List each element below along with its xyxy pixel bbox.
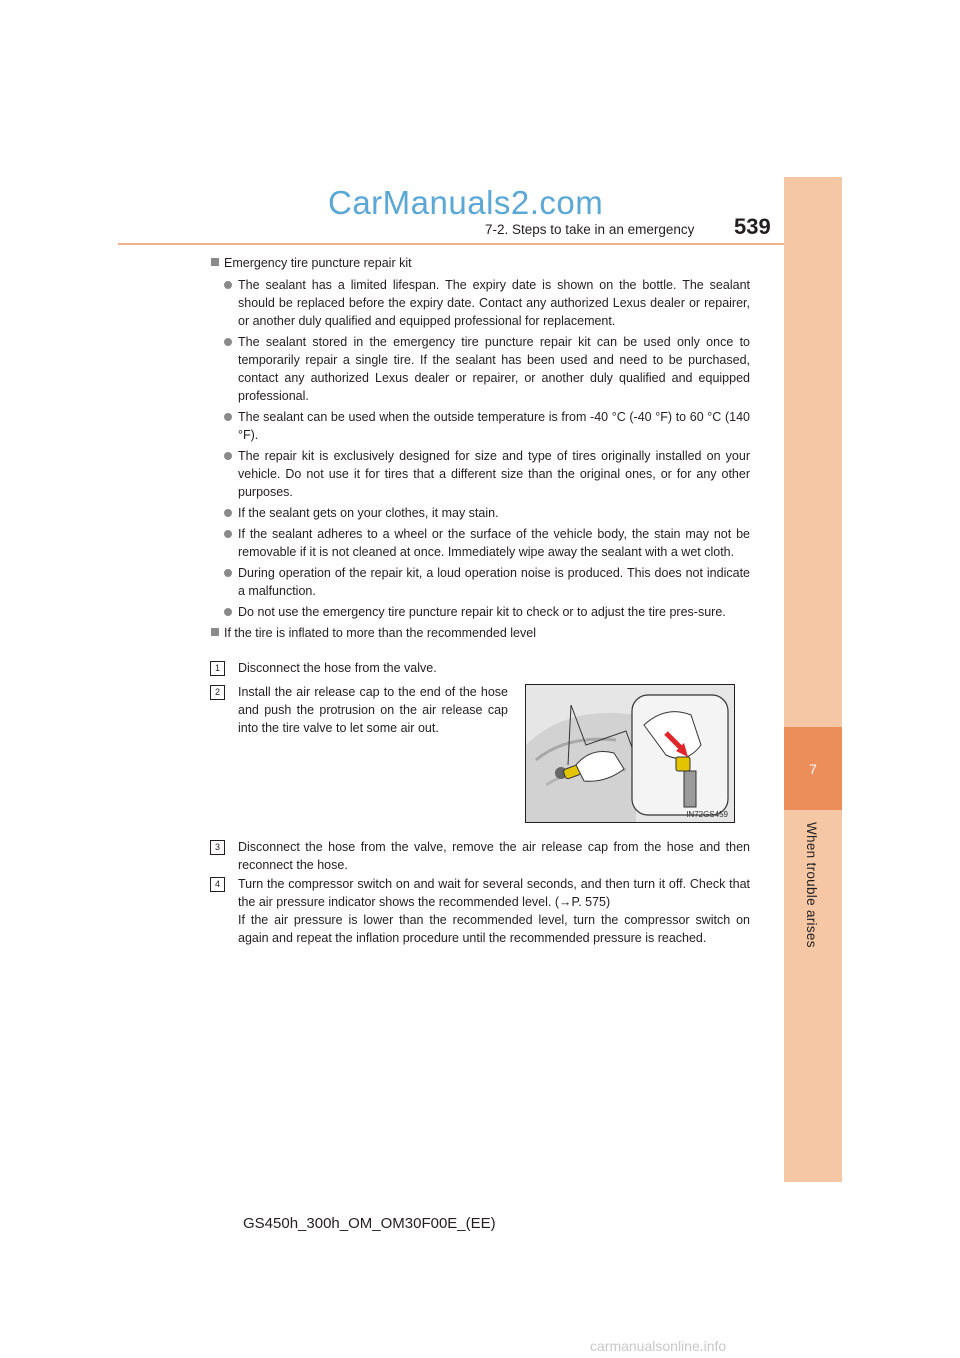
side-chapter-tab bbox=[784, 177, 842, 1182]
step-4 bbox=[210, 875, 750, 947]
air-release-cap-illustration bbox=[525, 684, 735, 823]
circle-bullet-icon bbox=[224, 509, 232, 517]
list-item bbox=[210, 447, 750, 501]
section-heading-repair-kit bbox=[210, 254, 750, 272]
list-item-text: If the sealant adheres to a wheel or the surface of the vehicle body, the stain may not be removable if it is not cleaned at once. Immediately wipe away the sealant with a wet cloth. bbox=[238, 527, 750, 559]
step-text: Disconnect the hose from the valve, remove the air release cap from the hose and then reconnect the hose. bbox=[238, 840, 750, 872]
circle-bullet-icon bbox=[224, 281, 232, 289]
header-divider bbox=[118, 243, 784, 245]
list-item bbox=[210, 333, 750, 405]
step-2 bbox=[210, 683, 508, 737]
footer-document-code: GS450h_300h_OM_OM30F00E_(EE) bbox=[243, 1215, 496, 1232]
page-number: 539 bbox=[734, 214, 771, 239]
list-item-text: If the sealant gets on your clothes, it may stain. bbox=[238, 506, 499, 520]
step-number: 2 bbox=[210, 685, 225, 700]
section-heading-text: Emergency tire puncture repair kit bbox=[224, 256, 412, 270]
list-item bbox=[210, 603, 750, 621]
watermark-link[interactable]: CarManuals2.com bbox=[328, 184, 604, 221]
section-heading-text: If the tire is inflated to more than the recommended level bbox=[224, 626, 536, 640]
square-bullet-icon bbox=[211, 628, 219, 636]
circle-bullet-icon bbox=[224, 338, 232, 346]
step-number: 1 bbox=[210, 661, 225, 676]
chapter-number-box bbox=[784, 727, 842, 810]
step-text: Install the air release cap to the end of the hose and push the protrusion on the air release cap into the tire valve to let some air out. bbox=[238, 685, 508, 735]
list-item-text: During operation of the repair kit, a loud operation noise is produced. This does not indicate a malfunction. bbox=[238, 566, 750, 598]
step-text: Turn the compressor switch on and wait for several seconds, and then turn it off. Check that the air pressure indicator shows the recommended level. (→P. 575) bbox=[238, 877, 750, 909]
circle-bullet-icon bbox=[224, 413, 232, 421]
list-item-text: Do not use the emergency tire puncture repair kit to check or to adjust the tire pres-sure. bbox=[238, 605, 726, 619]
list-item-text: The repair kit is exclusively designed for size and type of tires originally installed on your vehicle. Do not use it for tires that a different size than the original ones, or for any other purposes. bbox=[238, 449, 750, 499]
list-item bbox=[210, 504, 750, 522]
list-item-text: The sealant has a limited lifespan. The expiry date is shown on the bottle. The sealant should be replaced before the expiry date. Contact any authorized Lexus dealer or repairer, or another duly qualified and equipped professional for replacement. bbox=[238, 278, 750, 328]
circle-bullet-icon bbox=[224, 530, 232, 538]
circle-bullet-icon bbox=[224, 608, 232, 616]
section-heading-overinflated bbox=[210, 624, 750, 642]
list-item bbox=[210, 276, 750, 330]
chapter-title: When trouble arises bbox=[804, 822, 819, 948]
circle-bullet-icon bbox=[224, 452, 232, 460]
list-item bbox=[210, 525, 750, 561]
step-3 bbox=[210, 838, 750, 874]
section-title: 7-2. Steps to take in an emergency bbox=[485, 222, 695, 237]
list-item bbox=[210, 408, 750, 444]
step-text: Disconnect the hose from the valve. bbox=[238, 661, 437, 675]
list-item-text: The sealant can be used when the outside temperature is from -40 °C (-40 °F) to 60 °C (140 °F). bbox=[238, 410, 750, 442]
step-1 bbox=[210, 659, 750, 677]
circle-bullet-icon bbox=[224, 569, 232, 577]
page-content bbox=[210, 254, 750, 646]
figure-code: IN72GS459 bbox=[686, 810, 728, 819]
square-bullet-icon bbox=[211, 258, 219, 266]
list-item bbox=[210, 564, 750, 600]
step-text-continued: If the air pressure is lower than the recommended level, turn the compressor switch on again and repeat the inflation procedure until the recommended pressure is reached. bbox=[238, 913, 750, 945]
step-number: 4 bbox=[210, 877, 225, 892]
list-item-text: The sealant stored in the emergency tire puncture repair kit can be used only once to temporarily repair a single tire. If the sealant has been used and need to be purchased, contact any authorized Lexus dealer or repairer, or another duly qualified and equipped professional. bbox=[238, 335, 750, 403]
illustration-graphic bbox=[526, 685, 734, 822]
footer-site-watermark: carmanualsonline.info bbox=[590, 1338, 727, 1354]
step-number: 3 bbox=[210, 840, 225, 855]
chapter-number: 7 bbox=[809, 760, 817, 777]
